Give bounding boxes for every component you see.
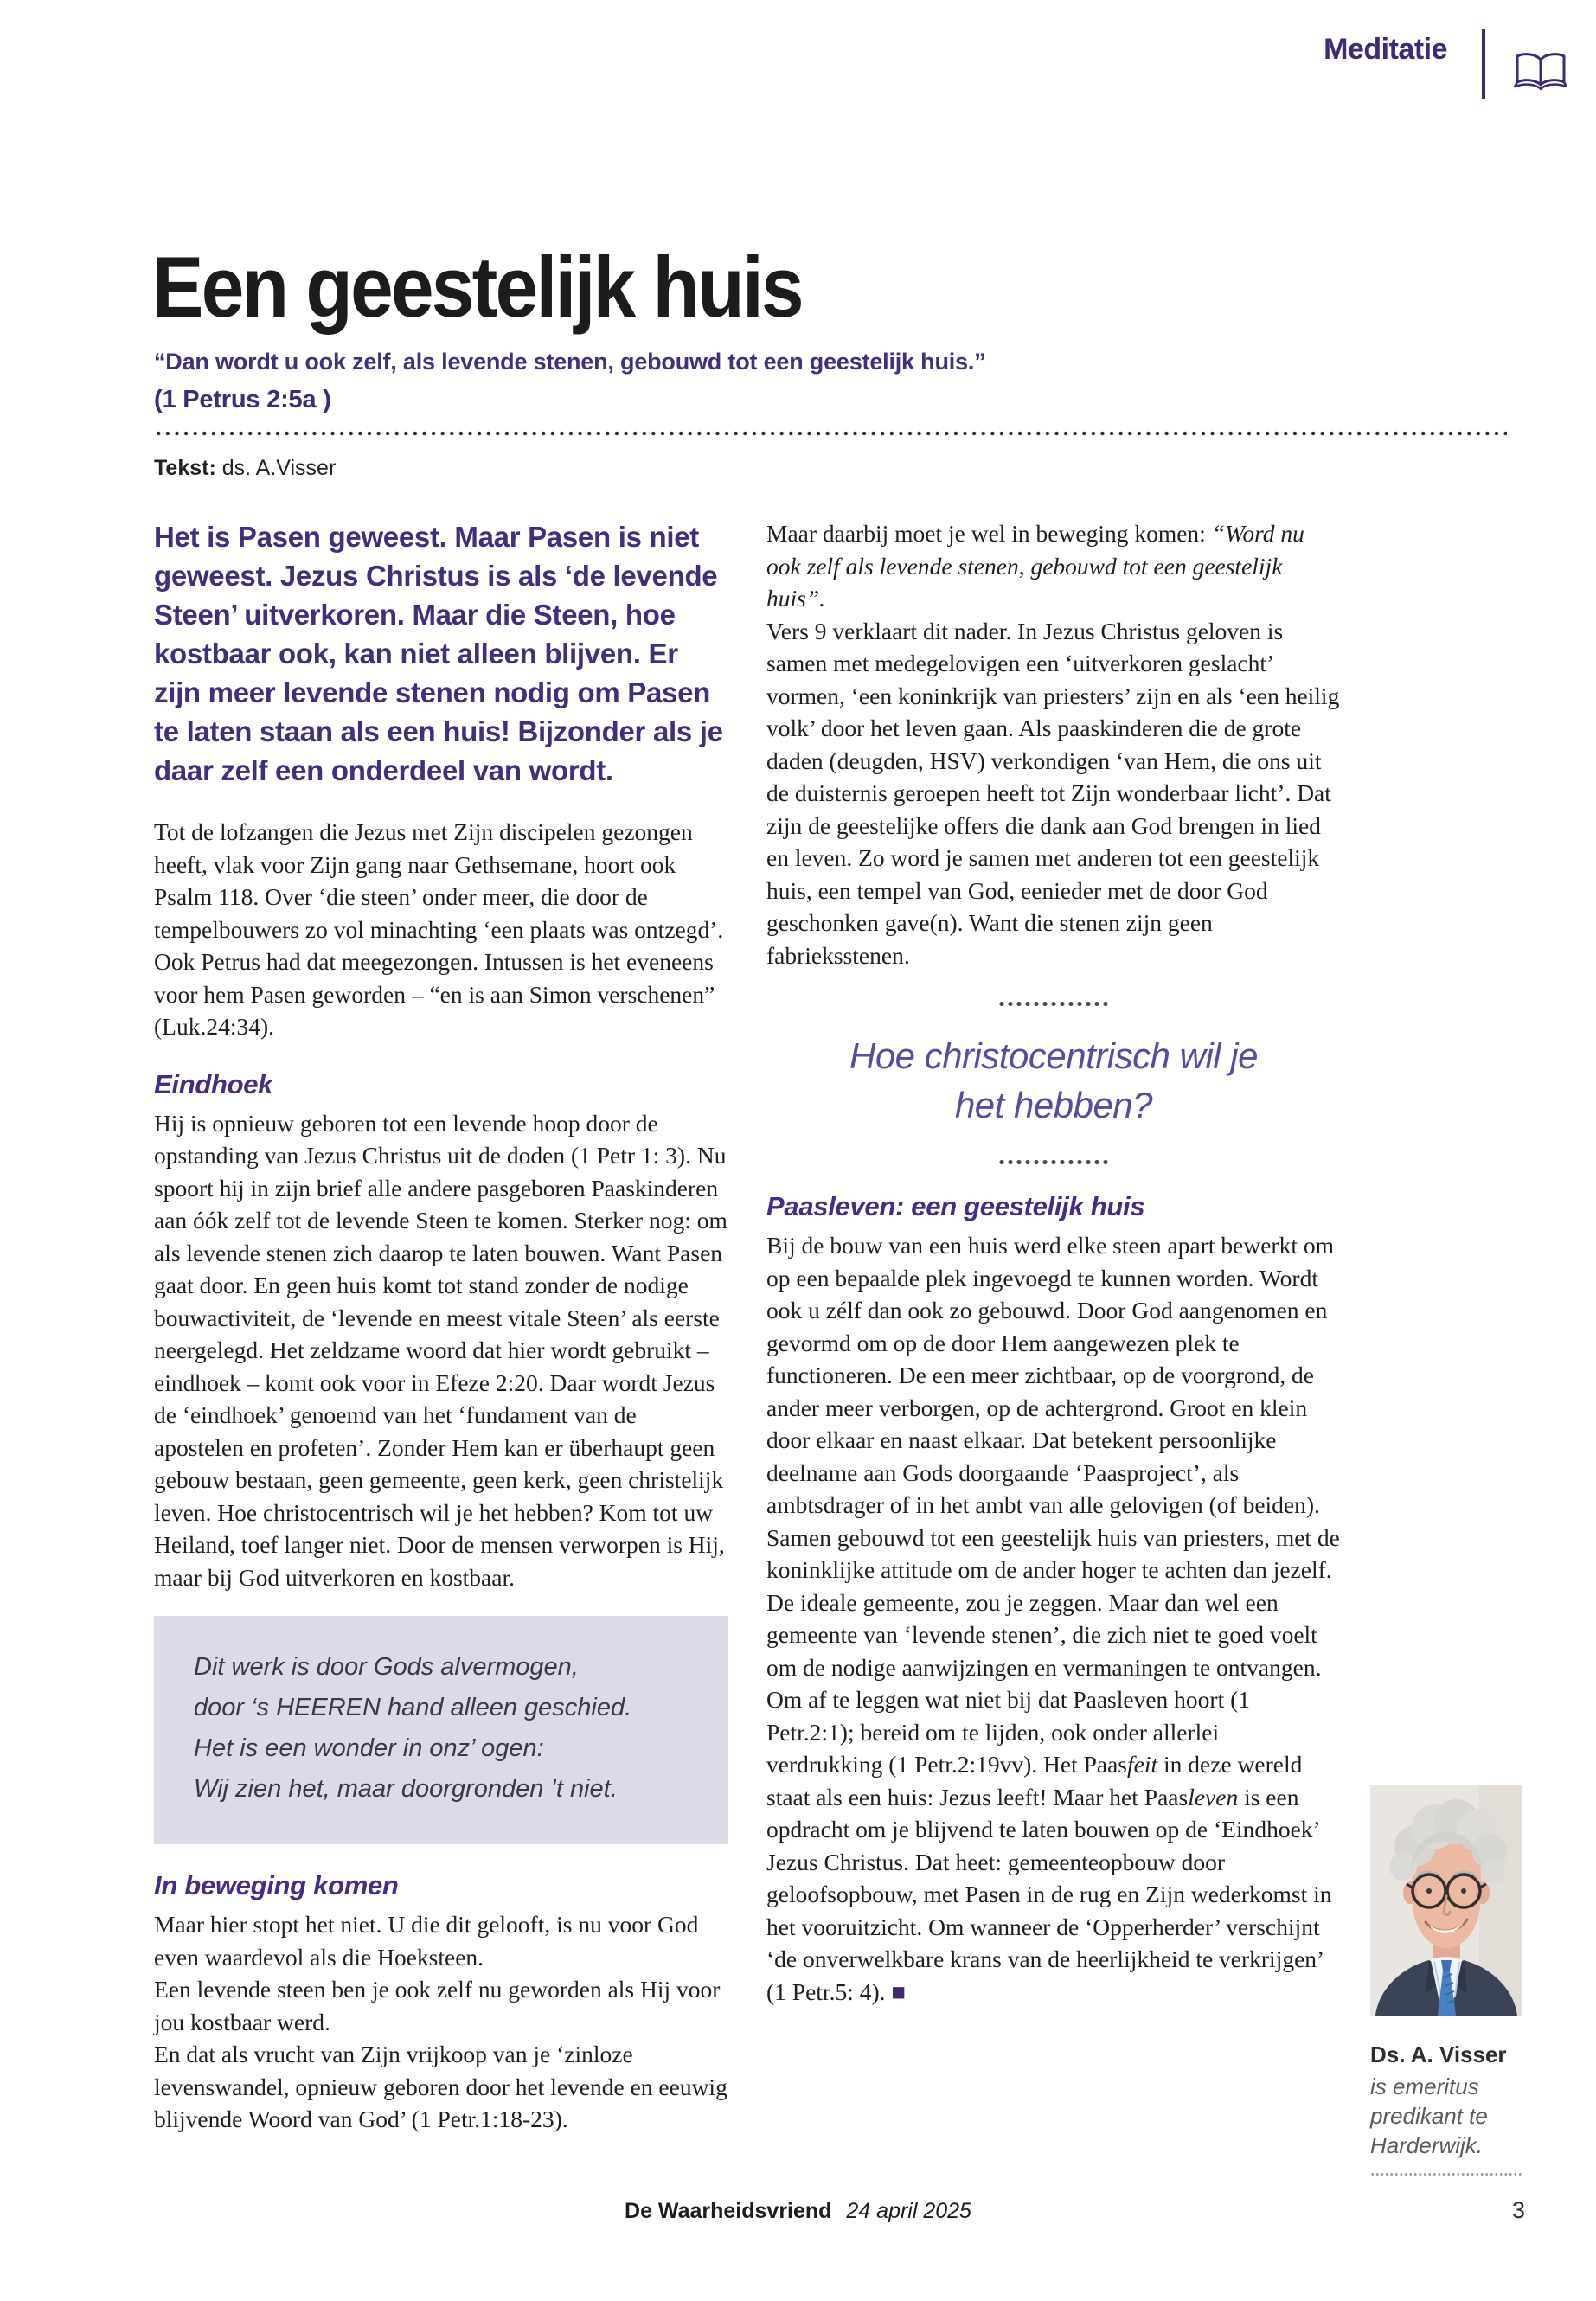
paragraph: Bij de bouw van een huis werd elke steen apart bewerkt om op een bepaalde plek ingevoegd te kunnen worden. Wordt ook u zélf dan ook zo gebouwd. Door God aangenomen en gevormd om op de door Hem aangewezen plek te functioneren. De een meer zichtbaar, op de voorgrond, de ander meer verborgen, op de achtergrond. Groot en klein door elkaar en naast elkaar. Dat betekent persoonlijke deelname aan Gods doorgaande ‘Paasproject’, als ambtsdrager of in het ambt van alle gelovigen (of beiden). Samen gebouwd tot een geestelijk huis van priesters, met de koninklijke attitude om de ander hoger te achten dan jezelf. De ideale gemeente, zou je zeggen. Maar dan wel een gemeente van ‘levende stenen’, die zich niet te goed voelt om de nodige aanwijzingen en vermaningen te ontvangen. Om af te leggen wat niet bij dat Paasleven hoort (1 Petr.2:1); bereid om te lijden, ook onder allerlei verdrukking (1 Petr.2:19vv). Het Paasfeit in deze wereld staat als een huis: Jezus leeft! Maar het Paasleven is een opdracht om je blijvend te laten bouwen op de ‘Eindhoek’ Jezus Christus. Dat heet: gemeenteopbouw door geloofsopbouw, met Pasen in de rug en Zijn wederkomst in het vooruitzicht. Om wanneer de ‘Opperherder’ verschijnt ‘de onverwelkbare krans van de heerlijkheid te verkrijgen’ (1 Petr.5: 4). ■ [766, 1232, 1340, 2005]
hymn-line: Dit werk is door Gods alvermogen, [194, 1653, 579, 1681]
author-dotted-rule [1370, 2172, 1522, 2176]
dotted-separator [996, 1001, 1112, 1007]
open-book-icon [1514, 50, 1567, 93]
end-of-article-marker: ■ [891, 1977, 906, 2005]
section-heading: Paasleven: een geestelijk huis [766, 1191, 1145, 1221]
byline [154, 456, 336, 481]
paragraph: Vers 9 verklaart dit nader. In Jezus Christus geloven is samen met medegelovigen een ‘uitverkoren geslacht’ vormen, ‘een koninkrijk van priesters’ zijn en als ‘een heilig volk’ door het leven gaan. Als paaskinderen die de grote daden (deugden, HSV) verkondigen ‘van Hem, die ons uit de duisternis geroepen heeft tot Zijn wonderbaar licht’. Dat zijn de geestelijke offers die dank aan God brengen in lied en leven. Zo word je samen met anderen tot een geestelijk huis, een tempel van God, eenieder met de door God geschonken gave(n). Want die stenen zijn geen fabrieksstenen. [766, 617, 1340, 969]
lead-quote-text: “Dan wordt u ook zelf, als levende stenen, gebouwd tot een geestelijk huis.” [154, 349, 986, 375]
hymn-line: door ‘s HEEREN hand alleen geschied. [194, 1694, 632, 1721]
paragraph: Een levende steen ben je ook zelf nu geworden als Hij voor jou kostbaar werd. [154, 1976, 721, 2035]
hymn-line: Wij zien het, maar doorgronden ’t niet. [194, 1775, 618, 1803]
byline-label: Tekst: [154, 456, 216, 480]
category-divider [1482, 29, 1485, 99]
page-number: 3 [1511, 2197, 1525, 2223]
category-label: Meditatie [1324, 33, 1447, 66]
article-body [154, 517, 1341, 2136]
page-footer [0, 2199, 1596, 2224]
hymn-quote-block [154, 1616, 728, 1844]
magazine-name: De Waarheidsvriend [625, 2199, 832, 2223]
paragraph: En dat als vrucht van Zijn vrijkoop van je ‘zinloze levenswandel, opnieuw geboren door het levende en eeuwig blijvende Woord van God’ (1 Petr.1:18-23). [154, 2041, 727, 2132]
author-box [1370, 1785, 1524, 2176]
left-column [154, 517, 728, 2136]
pull-quote: Hoe christocentrisch wil je het hebben? [849, 1035, 1258, 1125]
dotted-rule [154, 430, 1507, 437]
paragraph: Hij is opnieuw geboren tot een levende hoop door de opstanding van Jezus Christus uit de doden (1 Petr 1: 3). Nu spoort hij in zijn brief alle andere pasgeboren Paaskinderen aan óók zelf tot de levende Steen te komen. Sterker nog: om als levende stenen zich daarop te laten bouwen. Want Pasen gaat door. En geen huis komt tot stand zonder de nodige bouwactiviteit, de ‘levende en meest vitale Steen’ als eerste neergelegd. Het zeldzame woord dat hier wordt gebruikt – eindhoek – komt ook voor in Efeze 2:20. Daar wordt Jezus de ‘eindhoek’ genoemd van het ‘fundament van de apostelen en profeten’. Zonder Hem kan er überhaupt geen gebouw bestaan, geen gemeente, geen kerk, geen christelijk leven. Hoe christocentrisch wil je het hebben? Kom tot uw Heiland, toef langer niet. Door de mensen verworpen is Hij, maar bij God uitverkoren en kostbaar. [154, 1109, 727, 1591]
lead-quote [154, 346, 1279, 415]
section-heading: In beweging komen [154, 1870, 399, 1900]
section-heading: Eindhoek [154, 1068, 273, 1099]
intro-paragraph: Het is Pasen geweest. Maar Pasen is niet geweest. Jezus Christus is als ‘de levende Steen’ uitverkoren. Maar die Steen, hoe kostbaar ook, kan niet alleen blijven. Er zijn meer levende stenen nodig om Pasen te laten staan als een huis! Bijzonder als je daar zelf een onderdeel van wordt. [154, 521, 723, 786]
page-title: Een geestelijk huis [152, 239, 802, 336]
paragraph: Tot de lofzangen die Jezus met Zijn discipelen gezongen heeft, vlak voor Zijn gang naar Gethsemane, hoort ook Psalm 118. Over ‘die steen’ onder meer, die door de tempelbouwers zo vol minachting ‘een plaats was ontzegd’. Ook Petrus had dat meegezongen. Intussen is het eveneens voor hem Pasen geworden – “en is aan Simon verschenen” (Luk.24:34). [154, 818, 724, 1040]
byline-name: ds. A.Visser [221, 456, 337, 480]
paragraph: Maar daarbij moet je wel in beweging komen: “Word nu ook zelf als levende stenen, gebouwd tot een geestelijk huis”. [766, 520, 1304, 612]
right-column [766, 517, 1341, 2008]
lead-scripture-ref: (1 Petrus 2:5a ) [154, 386, 331, 413]
author-photo [1370, 1785, 1522, 2016]
author-name: Ds. A. Visser [1370, 2041, 1507, 2067]
dotted-separator [996, 1159, 1112, 1165]
paragraph: Maar hier stopt het niet. U die dit gelooft, is nu voor God even waardevol als die Hoeksteen. [154, 1911, 699, 1971]
hymn-line: Het is een wonder in onz’ ogen: [194, 1734, 544, 1762]
issue-date: 24 april 2025 [846, 2199, 971, 2223]
author-description: is emeritus predikant te Harderwijk. [1370, 2073, 1488, 2158]
